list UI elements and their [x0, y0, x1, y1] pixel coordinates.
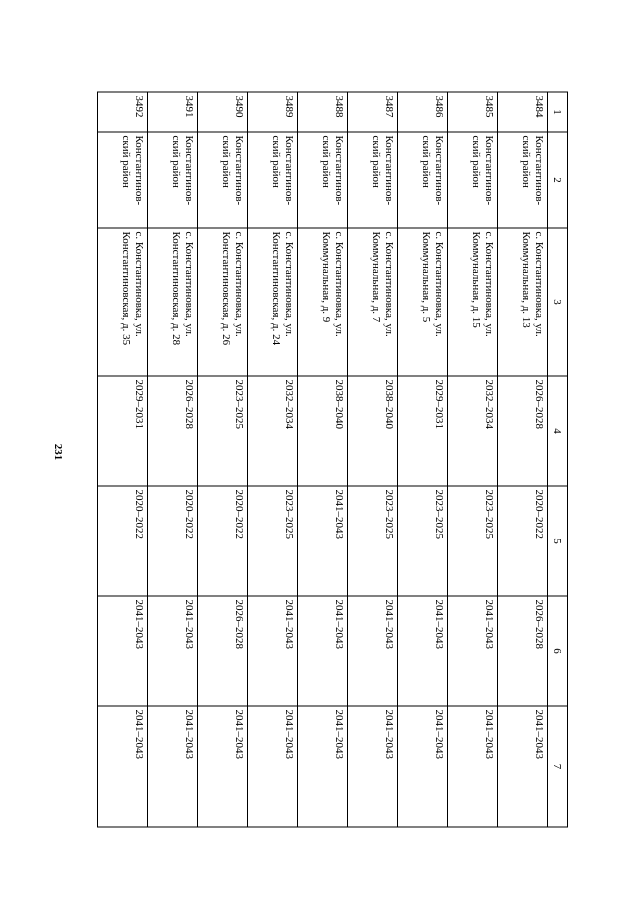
table-row — [148, 92, 198, 827]
address-cell: с. Константиновка, ул. Коммунальная, д. 5 — [398, 228, 448, 376]
period-cell: 2041–2043 — [448, 596, 498, 706]
table-row — [498, 92, 548, 827]
period-cell: 2041–2043 — [148, 706, 198, 827]
address-cell: с. Константиновка, ул. Коммунальная, д. 15 — [448, 228, 498, 376]
header-row — [548, 92, 568, 827]
data-table — [97, 92, 568, 828]
table-row — [398, 92, 448, 827]
district-cell: Константинов-ский район — [498, 132, 548, 228]
period-cell: 2023–2025 — [348, 486, 398, 596]
address-cell: с. Константиновка, ул. Коммунальная, д. 13 — [498, 228, 548, 376]
period-cell: 2023–2025 — [398, 486, 448, 596]
row-number-cell: 3485 — [448, 92, 498, 132]
district-cell: Константинов-ский район — [148, 132, 198, 228]
row-number-cell: 3488 — [298, 92, 348, 132]
district-cell: Константинов-ский район — [348, 132, 398, 228]
period-cell: 2041–2043 — [248, 596, 298, 706]
period-cell: 2026–2028 — [498, 376, 548, 486]
table-row — [98, 92, 148, 827]
period-cell: 2032–2034 — [248, 376, 298, 486]
district-cell: Константинов-ский район — [448, 132, 498, 228]
period-cell: 2020–2022 — [498, 486, 548, 596]
period-cell: 2029–2031 — [98, 376, 148, 486]
table-row — [448, 92, 498, 827]
period-cell: 2041–2043 — [98, 596, 148, 706]
period-cell: 2041–2043 — [348, 596, 398, 706]
period-cell: 2041–2043 — [298, 706, 348, 827]
row-number-cell: 3491 — [148, 92, 198, 132]
row-number-cell: 3487 — [348, 92, 398, 132]
period-cell: 2041–2043 — [248, 706, 298, 827]
period-cell: 2041–2043 — [198, 706, 248, 827]
header-cell: 2 — [548, 132, 568, 228]
row-number-cell: 3486 — [398, 92, 448, 132]
period-cell: 2020–2022 — [98, 486, 148, 596]
header-cell: 5 — [548, 486, 568, 596]
header-cell: 1 — [548, 92, 568, 132]
address-cell: с. Константиновка, ул. Константиновская, д. 35 — [98, 228, 148, 376]
page-number: 231 — [52, 443, 64, 461]
period-cell: 2020–2022 — [198, 486, 248, 596]
period-cell: 2023–2025 — [448, 486, 498, 596]
address-cell: с. Константиновка, ул. Коммунальная, д. 9 — [298, 228, 348, 376]
period-cell: 2032–2034 — [448, 376, 498, 486]
district-cell: Константинов-ский район — [98, 132, 148, 228]
period-cell: 2026–2028 — [498, 596, 548, 706]
district-cell: Константинов-ский район — [248, 132, 298, 228]
period-cell: 2041–2043 — [498, 706, 548, 827]
period-cell: 2041–2043 — [448, 706, 498, 827]
period-cell: 2023–2025 — [248, 486, 298, 596]
row-number-cell: 3492 — [98, 92, 148, 132]
table-row — [298, 92, 348, 827]
table-row — [198, 92, 248, 827]
table-row — [348, 92, 398, 827]
period-cell: 2041–2043 — [148, 596, 198, 706]
period-cell: 2038–2040 — [298, 376, 348, 486]
row-number-cell: 3484 — [498, 92, 548, 132]
row-number-cell: 3490 — [198, 92, 248, 132]
period-cell: 2041–2043 — [298, 486, 348, 596]
rotated-table-container — [98, 92, 568, 827]
period-cell: 2020–2022 — [148, 486, 198, 596]
district-cell: Константинов-ский район — [198, 132, 248, 228]
district-cell: Константинов-ский район — [398, 132, 448, 228]
district-cell: Константинов-ский район — [298, 132, 348, 228]
period-cell: 2041–2043 — [98, 706, 148, 827]
period-cell: 2026–2028 — [198, 596, 248, 706]
period-cell: 2041–2043 — [398, 596, 448, 706]
header-cell: 6 — [548, 596, 568, 706]
table-row — [248, 92, 298, 827]
period-cell: 2026–2028 — [148, 376, 198, 486]
period-cell: 2041–2043 — [298, 596, 348, 706]
period-cell: 2023–2025 — [198, 376, 248, 486]
address-cell: с. Константиновка, ул. Константиновская, д. 26 — [198, 228, 248, 376]
period-cell: 2041–2043 — [398, 706, 448, 827]
header-cell: 4 — [548, 376, 568, 486]
address-cell: с. Константиновка, ул. Константиновская, д. 28 — [148, 228, 198, 376]
period-cell: 2029–2031 — [398, 376, 448, 486]
header-cell: 7 — [548, 706, 568, 827]
period-cell: 2041–2043 — [348, 706, 398, 827]
address-cell: с. Константиновка, ул. Коммунальная, д. 7 — [348, 228, 398, 376]
address-cell: с. Константиновка, ул. Константиновская, д. 24 — [248, 228, 298, 376]
header-cell: 3 — [548, 228, 568, 376]
period-cell: 2038–2040 — [348, 376, 398, 486]
row-number-cell: 3489 — [248, 92, 298, 132]
